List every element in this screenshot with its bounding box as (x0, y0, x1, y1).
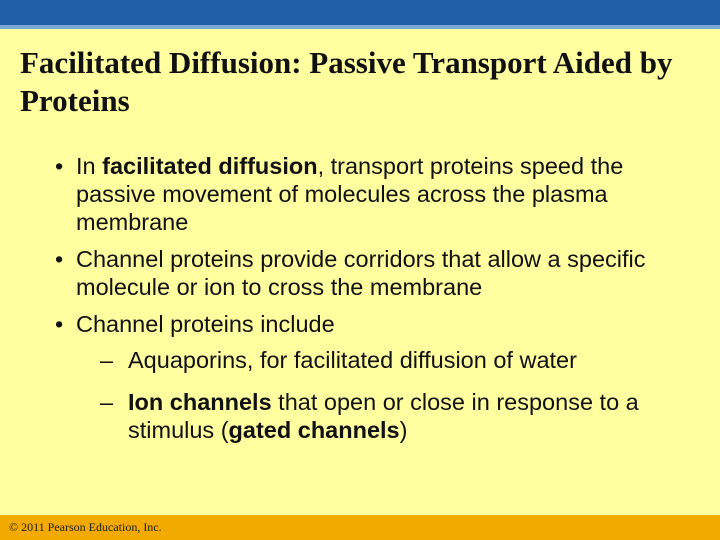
slide-title: Facilitated Diffusion: Passive Transport Aided by Proteins (20, 45, 673, 118)
bullet-marker: • (55, 246, 64, 272)
bullet-item (55, 152, 705, 236)
bullet-text-pre: In (76, 153, 103, 179)
top-bar-accent (0, 25, 720, 29)
bullet-marker: • (55, 311, 64, 337)
bullet-list (55, 152, 705, 444)
bullet-text-post: , transport proteins speed the passive movement of molecules across the plasma membrane (76, 153, 624, 235)
sub-bullet-marker: – (100, 389, 114, 415)
sub-bullet-bold-term: Ion channels (128, 389, 272, 415)
copyright-footer: © 2011 Pearson Education, Inc. (9, 520, 162, 534)
sub-bullet-marker: – (100, 347, 114, 373)
bullet-text: Channel proteins include (76, 311, 335, 337)
sub-bullet-text-end: ) (399, 417, 408, 443)
bullet-bold-term: facilitated diffusion (102, 153, 318, 179)
bullet-marker: • (55, 153, 64, 179)
top-bar (0, 0, 720, 25)
sub-bullet-item (55, 388, 705, 444)
bullet-item (55, 310, 705, 338)
sub-bullet-bold-term-2: gated channels (228, 417, 400, 443)
bullet-item (55, 245, 705, 301)
sub-bullet-text: Aquaporins, for facilitated diffusion of water (128, 347, 577, 373)
sub-bullet-item (55, 346, 705, 374)
sub-bullet-text-mid: that open or close in response to a stimulus ( (128, 389, 639, 443)
bullet-text: Channel proteins provide corridors that allow a specific molecule or ion to cross the membrane (76, 246, 646, 300)
